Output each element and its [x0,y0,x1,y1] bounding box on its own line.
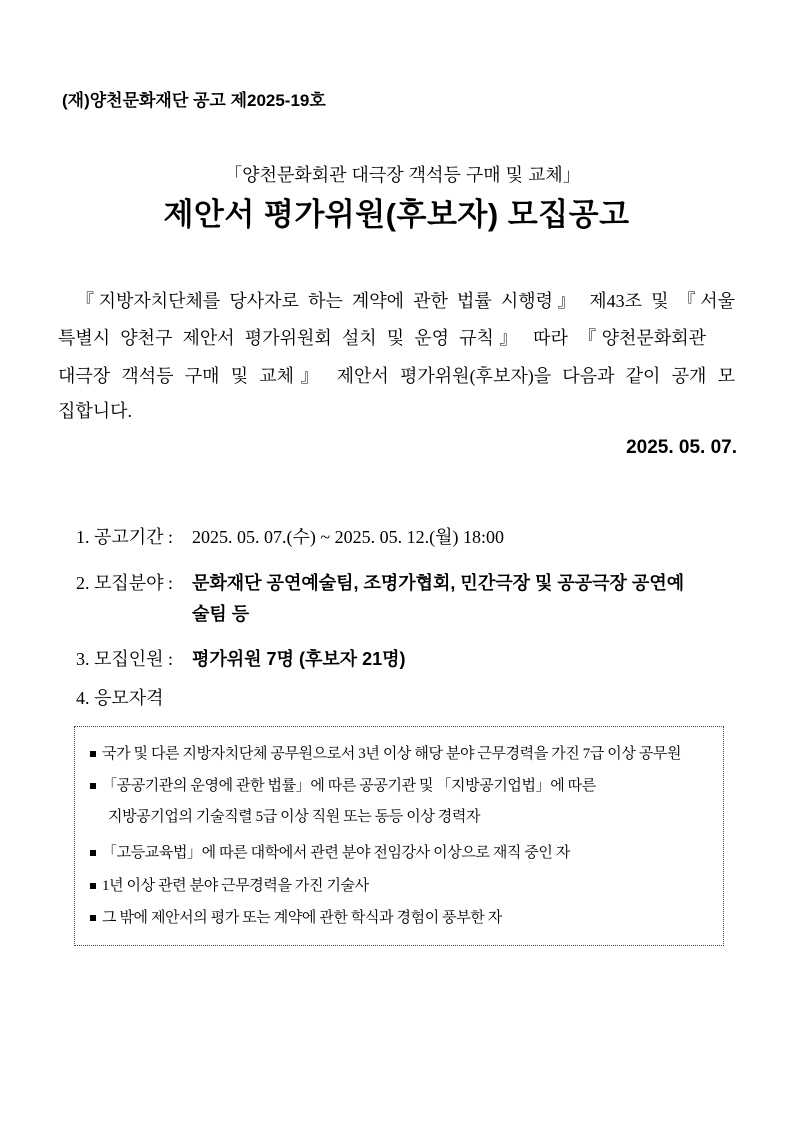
project-subtitle: 「양천문화회관 대극장 객석등 구매 및 교체」 [224,165,581,185]
section-item-field [76,570,684,596]
item-value-continuation: 술팀 등 [192,604,250,624]
item-label: 3. 모집인원 : [76,649,174,669]
intro-line: 특별시 양천구 제안서 평가위원회 설치 및 운영 규칙』 따라 『양천문화회관 [58,328,706,348]
page-title: 제안서 평가위원(후보자) 모집공고 [163,197,630,232]
eligibility-item [90,907,502,929]
item-label: 2. 모집분야 : [76,573,174,593]
intro-line: 『지방자치단체를 당사자로 하는 계약에 관한 법률 시행령』 제43조 및 『서울 [76,291,735,311]
item-value: 2025. 05. 07.(수) ~ 2025. 05. 12.(월) 18:00 [192,527,504,547]
square-bullet-icon [90,883,96,889]
eligibility-text: 1년 이상 관련 분야 근무경력을 가진 기술사 [102,878,369,894]
intro-line: 집합니다. [58,401,133,421]
notice-number: (재)양천문화재단 공고 제2025-19호 [62,91,326,110]
intro-line: 대극장 객석등 구매 및 교체』 제안서 평가위원(후보자)을 다음과 같이 공개 모 [58,366,735,386]
announcement-date: 2025. 05. 07. [626,437,737,458]
square-bullet-icon [90,915,96,921]
item-label: 1. 공고기간 : [76,527,174,547]
square-bullet-icon [90,751,96,757]
eligibility-text: 「고등교육법」에 따른 대학에서 관련 분야 전임강사 이상으로 재직 중인 자 [102,845,570,861]
square-bullet-icon [90,783,96,789]
item-value: 문화재단 공연예술팀, 조명가협회, 민간극장 및 공공극장 공연예 [192,573,685,593]
eligibility-box [74,726,724,946]
eligibility-item [90,743,681,765]
eligibility-text: 「공공기관의 운영에 관한 법률」에 따른 공공기관 및 「지방공기업법」에 따른 [102,778,596,794]
eligibility-text: 그 밖에 제안서의 평가 또는 계약에 관한 학식과 경험이 풍부한 자 [102,910,502,926]
eligibility-text: 국가 및 다른 지방자치단체 공무원으로서 3년 이상 해당 분야 근무경력을 가진 7급 이상 공무원 [102,746,682,762]
item-label: 4. 응모자격 [76,688,164,708]
eligibility-item [90,875,369,897]
section-item-period [76,524,504,550]
section-item-eligibility [76,685,164,711]
square-bullet-icon [90,850,96,856]
item-value: 평가위원 7명 (후보자 21명) [192,649,406,669]
eligibility-item [90,842,570,864]
section-item-headcount [76,646,406,672]
eligibility-text-continuation: 지방공기업의 기술직렬 5급 이상 직원 또는 동등 이상 경력자 [108,809,481,825]
eligibility-item [90,775,596,797]
